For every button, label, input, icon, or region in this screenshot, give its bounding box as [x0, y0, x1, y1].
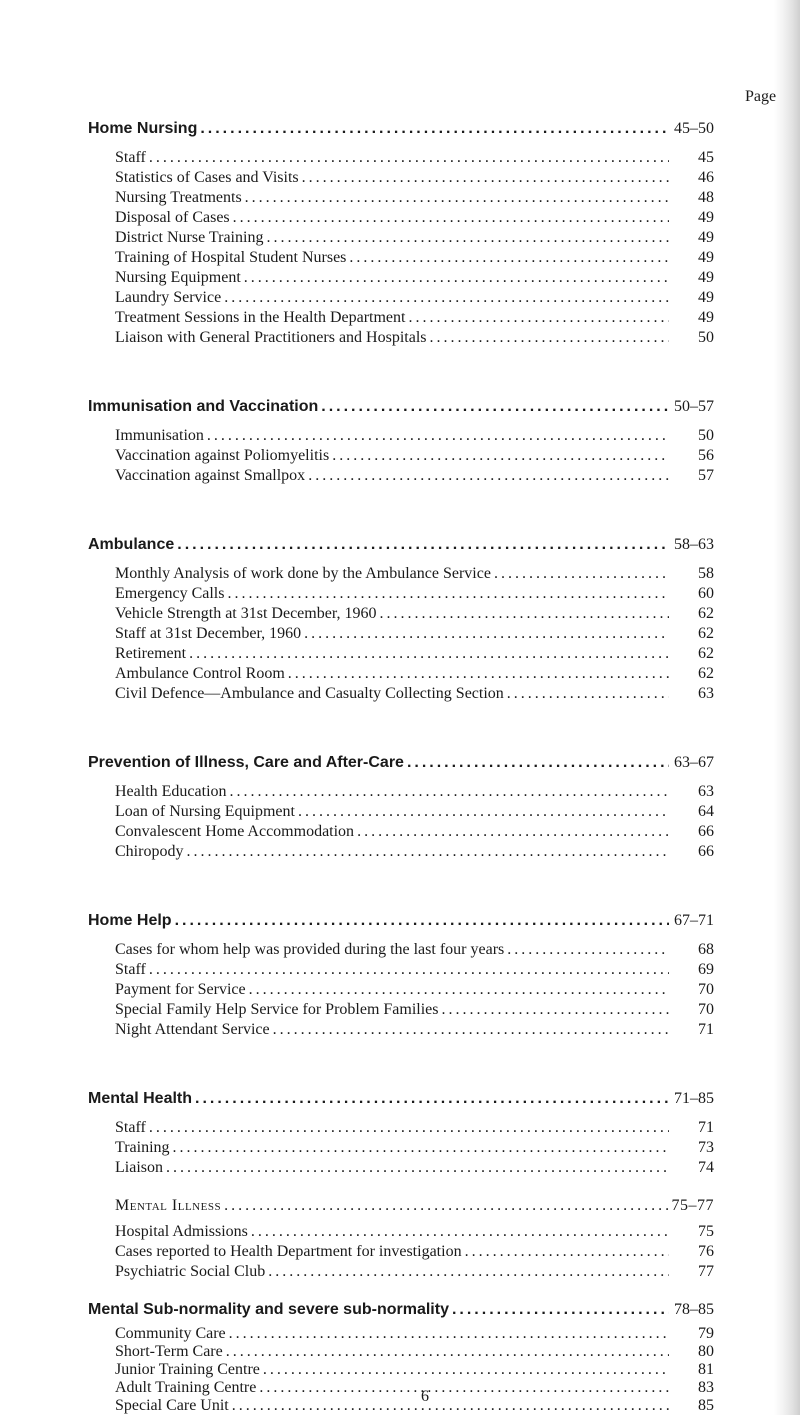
- entry-row: Training of Hospital Student Nurses ..... 49: [115, 249, 714, 267]
- entry-row: Staff ..... 71: [115, 1119, 714, 1137]
- section-heading-home-nursing: Home Nursing ..... 45–50: [88, 120, 714, 138]
- entry-row: Loan of Nursing Equipment ..... 64: [115, 803, 714, 821]
- entry-row: Hospital Admissions ..... 75: [115, 1223, 714, 1241]
- entry-row: Special Care Unit ..... 85: [115, 1397, 714, 1415]
- section-heading-mental-subnormality: Mental Sub-normality and severe sub-normality ..... 78–85: [88, 1301, 714, 1319]
- footer-page-number: 6: [421, 1388, 429, 1405]
- entry-row: Emergency Calls ..... 60: [115, 585, 714, 603]
- entry-row: Staff ..... 45: [115, 149, 714, 167]
- entry-row: Night Attendant Service ..... 71: [115, 1021, 714, 1039]
- page-column-label: Page: [745, 88, 777, 105]
- section-heading-immunisation: Immunisation and Vaccination ..... 50–57: [88, 398, 714, 416]
- section-heading-ambulance: Ambulance ..... 58–63: [88, 536, 714, 554]
- entry-row: Disposal of Cases ..... 49: [115, 209, 714, 227]
- entry-row: Community Care ..... 79: [115, 1325, 714, 1343]
- entry-row: Civil Defence—Ambulance and Casualty Collecting Section ..... 63: [115, 685, 714, 703]
- section-heading-prevention: Prevention of Illness, Care and After-Care ..... 63–67: [88, 754, 714, 772]
- entry-row: Nursing Equipment ..... 49: [115, 269, 714, 287]
- entry-row: Health Education ..... 63: [115, 783, 714, 801]
- entry-row: Liaison with General Practitioners and Hospitals ..... 50: [115, 329, 714, 347]
- entry-row: Retirement ..... 62: [115, 645, 714, 663]
- entry-row: Immunisation ..... 50: [115, 427, 714, 445]
- entry-row: Convalescent Home Accommodation ..... 66: [115, 823, 714, 841]
- entry-row: Ambulance Control Room ..... 62: [115, 665, 714, 683]
- entry-row: Payment for Service ..... 70: [115, 981, 714, 999]
- entry-row: Treatment Sessions in the Health Department ..... 49: [115, 309, 714, 327]
- entry-row: Adult Training Centre ..... 83: [115, 1379, 714, 1397]
- entry-row: Cases for whom help was provided during the last four years ..... 68: [115, 941, 714, 959]
- subsection-heading-mental-illness: Mental Illness ..... 75–77: [115, 1197, 714, 1215]
- entry-row: Statistics of Cases and Visits ..... 46: [115, 169, 714, 187]
- entry-row: Monthly Analysis of work done by the Ambulance Service ..... 58: [115, 565, 714, 583]
- entry-row: Psychiatric Social Club ..... 77: [115, 1263, 714, 1281]
- section-heading-home-help: Home Help ..... 67–71: [88, 912, 714, 930]
- entry-row: Laundry Service ..... 49: [115, 289, 714, 307]
- entry-row: Vaccination against Smallpox ..... 57: [115, 467, 714, 485]
- entry-row: Vaccination against Poliomyelitis ..... 56: [115, 447, 714, 465]
- entry-row: Liaison ..... 74: [115, 1159, 714, 1177]
- entry-row: Chiropody ..... 66: [115, 843, 714, 861]
- section-heading-mental-health: Mental Health ..... 71–85: [88, 1090, 714, 1108]
- page-edge-shadow: [774, 0, 800, 1415]
- entry-row: Training ..... 73: [115, 1139, 714, 1157]
- entry-row: Cases reported to Health Department for investigation ..... 76: [115, 1243, 714, 1261]
- entry-row: Special Family Help Service for Problem Families ..... 70: [115, 1001, 714, 1019]
- entry-row: Short-Term Care ..... 80: [115, 1343, 714, 1361]
- entry-row: Staff ..... 69: [115, 961, 714, 979]
- entry-row: Vehicle Strength at 31st December, 1960 ..... 62: [115, 605, 714, 623]
- entry-row: Nursing Treatments ..... 48: [115, 189, 714, 207]
- entry-row: District Nurse Training ..... 49: [115, 229, 714, 247]
- entry-row: Staff at 31st December, 1960 ..... 62: [115, 625, 714, 643]
- entry-row: Junior Training Centre ..... 81: [115, 1361, 714, 1379]
